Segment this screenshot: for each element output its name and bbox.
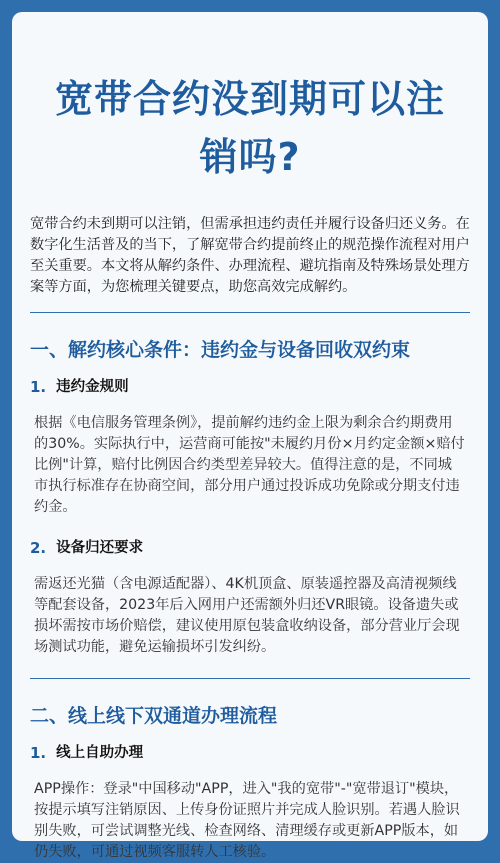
item-number: 1.	[30, 744, 47, 762]
subheading-penalty	[30, 377, 470, 397]
paragraph-equipment: 需返还光猫（含电源适配器）、4K机顶盒、原装遥控器及高清视频线等配套设备，2023年后入网用户还需额外归还VR眼镜。设备遗失或损坏需按市场价赔偿，建议使用原包装盒收纳设备，部分营业厅会现场测试功能，避免运输损坏引发纠纷。	[34, 576, 460, 655]
paragraph-online: APP操作：登录"中国移动"APP，进入"我的宽带"-"宽带退订"模块，按提示填写注销原因、上传身份证照片并完成人脸识别。若遇人脸识别失败，可尝试调整光线、检查网络、清理缓存或更新APP版本，如仍失败，可通过视频客服转人工核验。	[34, 781, 460, 860]
subheading-online	[30, 743, 470, 763]
intro-paragraph: 宽带合约未到期可以注销，但需承担违约责任并履行设备归还义务。在数字化生活普及的当下，了解宽带合约提前终止的规范操作流程对用户至关重要。本文将从解约条件、办理流程、避坑指南及特殊场景处理方案等方面，为您梳理关键要点，助您高效完成解约。	[30, 216, 470, 295]
section-title-terms: 一、解约核心条件：违约金与设备回收双约束	[30, 339, 411, 361]
item-number: 2.	[30, 539, 47, 557]
subheading-label: 违约金规则	[56, 379, 129, 395]
section-title-process: 二、线上线下双通道办理流程	[30, 705, 278, 727]
title-line-1: 宽带合约没到期可以注	[54, 77, 445, 121]
subheading-label: 线上自助办理	[56, 745, 144, 761]
title-line-2: 销吗?	[199, 135, 301, 179]
page-title	[12, 70, 488, 186]
section-divider	[30, 678, 470, 679]
item-number: 1.	[30, 378, 47, 396]
paragraph-penalty: 根据《电信服务管理条例》，提前解约违约金上限为剩余合约期费用的30%。实际执行中，运营商可能按"未履约月份×月约定金额×赔付比例"计算，赔付比例因合约类型差异较大。值得注意的是，不同城市执行标准存在协商空间，部分用户通过投诉成功免除或分期支付违约金。	[34, 415, 465, 515]
subheading-label: 设备归还要求	[56, 540, 144, 556]
section-divider	[30, 312, 470, 313]
article-card	[12, 12, 488, 860]
subheading-equipment	[30, 538, 470, 558]
